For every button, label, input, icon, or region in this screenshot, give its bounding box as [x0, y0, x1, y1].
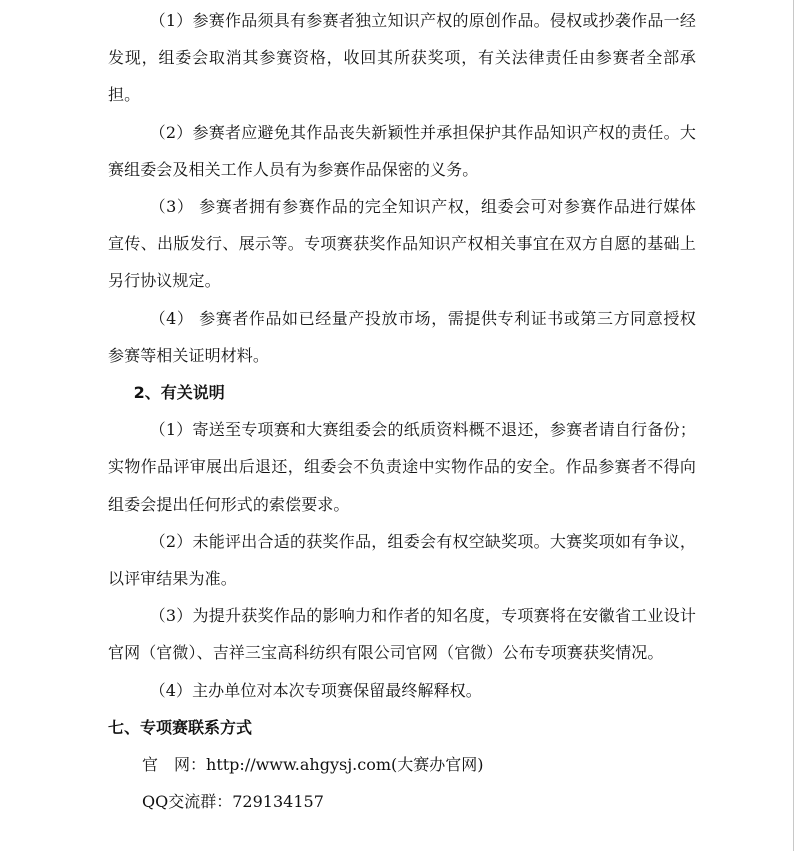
paragraph-mass-production: （4） 参赛者作品如已经量产投放市场，需提供专利证书或第三方同意授权参赛等相关证明材料。 [108, 308, 696, 365]
document-page [108, 2, 696, 820]
contact-website [108, 746, 696, 783]
section-heading-contact: 七、专项赛联系方式 [108, 717, 253, 737]
website-link[interactable]: http://www.ahgysj.com(大赛办官网) [206, 755, 484, 775]
paragraph-materials: （1）寄送至专项赛和大赛组委会的纸质资料概不退还，参赛者请自行备份；实物作品评审展出后退还，组委会不负责途中实物作品的安全。作品参赛者不得向组委会提出任何形式的索偿要求。 [108, 420, 696, 514]
paragraph-novelty: （2）参赛者应避免其作品丧失新颖性并承担保护其作品知识产权的责任。大赛组委会及相关工作人员有为参赛作品保密的义务。 [108, 122, 696, 179]
qq-number: 729134157 [232, 792, 324, 812]
contact-qq [108, 783, 696, 820]
paragraph-publicity: （3）为提升获奖作品的影响力和作者的知名度，专项赛将在安徽省工业设计官网（官微）、吉祥三宝高科纺织有限公司官网（官微）公布专项赛获奖情况。 [108, 606, 696, 663]
paragraph-vacant-awards: （2）未能评出合适的获奖作品，组委会有权空缺奖项。大赛奖项如有争议，以评审结果为准。 [108, 531, 696, 589]
paragraph-ip-rights: （3） 参赛者拥有参赛作品的完全知识产权，组委会可对参赛作品进行媒体宣传、出版发行、展示等。专项赛获奖作品知识产权相关事宜在双方自愿的基础上另行协议规定。 [108, 197, 696, 291]
paragraph-originality: （1）参赛作品须具有参赛者独立知识产权的原创作品。侵权或抄袭作品一经发现，组委会取消其参赛资格，收回其所获奖项，有关法律责任由参赛者全部承担。 [108, 11, 696, 105]
section-heading-notes: 2、有关说明 [133, 383, 225, 403]
qq-label: QQ交流群： [142, 792, 233, 812]
paragraph-interpretation: （4）主办单位对本次专项赛保留最终解释权。 [149, 680, 482, 700]
website-label: 官 网： [142, 755, 207, 775]
